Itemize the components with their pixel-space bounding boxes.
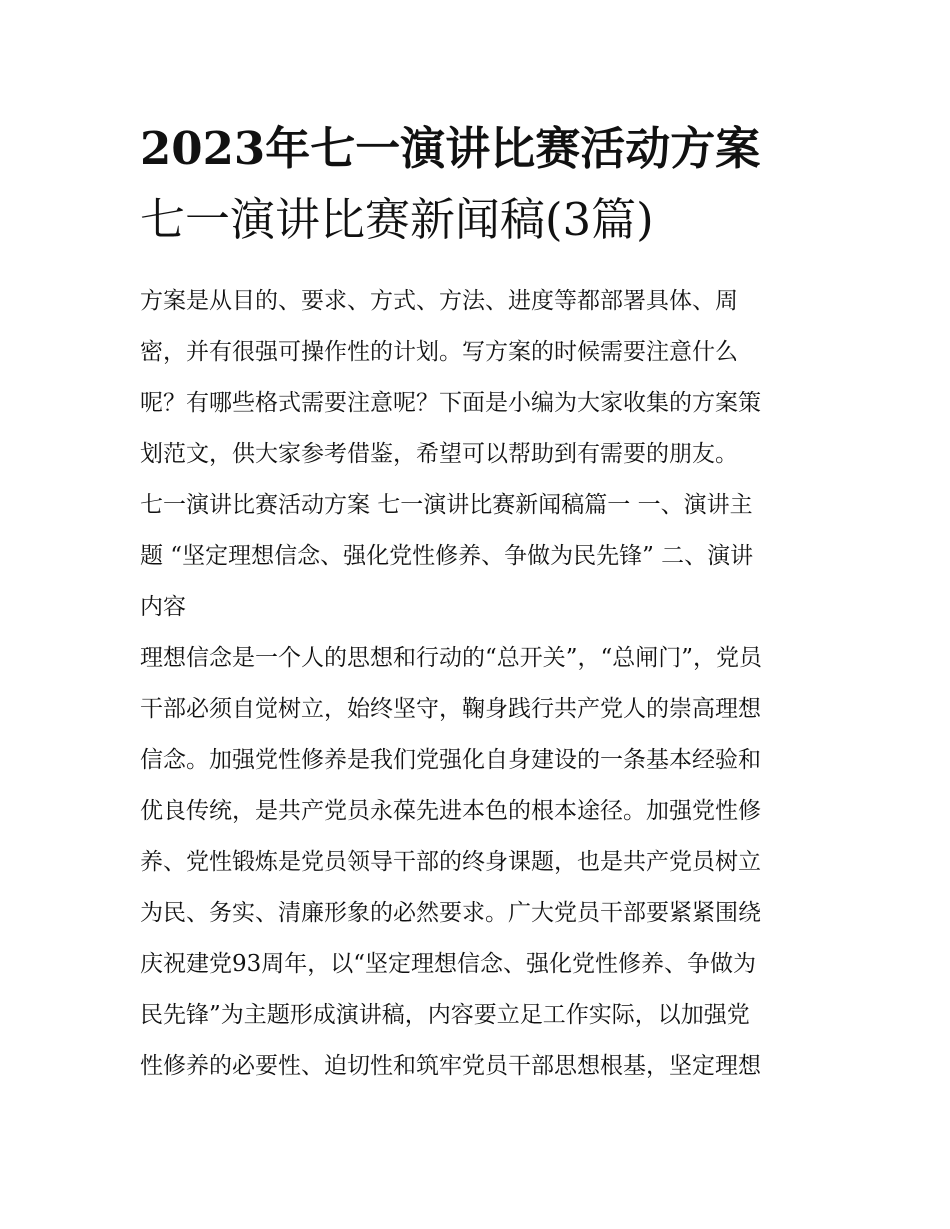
text-line: 题 “坚定理想信念、强化党性修养、争做为民先锋” 二、演讲 bbox=[140, 543, 754, 569]
text-line: 七一演讲比赛活动方案 七一演讲比赛新闻稿篇一 一、演讲主 bbox=[140, 492, 753, 518]
document-title-line-2: 七一演讲比赛新闻稿(3篇) bbox=[140, 193, 654, 246]
text-line: 庆祝建党93周年，以“坚定理想信念、强化党性修养、争做为 bbox=[140, 951, 757, 977]
text-line: 内容 bbox=[140, 594, 186, 620]
text-line: 优良传统，是共产党员永葆先进本色的根本途径。加强党性修 bbox=[140, 798, 761, 824]
text-line: 养、党性锻炼是党员领导干部的终身课题，也是共产党员树立 bbox=[140, 849, 761, 875]
paragraph-intro bbox=[140, 276, 820, 480]
text-line: 划范文，供大家参考借鉴，希望可以帮助到有需要的朋友。 bbox=[140, 441, 738, 467]
text-line: 理想信念是一个人的思想和行动的“总开关”，“总闸门”，党员 bbox=[140, 645, 763, 671]
text-line: 呢？有哪些格式需要注意呢？下面是小编为大家收集的方案策 bbox=[140, 390, 761, 416]
document-title-line-1: 2023年七一演讲比赛活动方案 bbox=[140, 122, 761, 175]
text-line: 性修养的必要性、迫切性和筑牢党员干部思想根基，坚定理想 bbox=[140, 1053, 761, 1079]
text-line: 信念。加强党性修养是我们党强化自身建设的一条基本经验和 bbox=[140, 747, 761, 773]
paragraph-theme bbox=[140, 480, 820, 633]
text-line: 民先锋”为主题形成演讲稿，内容要立足工作实际，以加强党 bbox=[140, 1002, 750, 1028]
text-line: 方案是从目的、要求、方式、方法、进度等都部署具体、周 bbox=[140, 288, 738, 314]
text-line: 干部必须自觉树立，始终坚守，鞠身践行共产党人的崇高理想 bbox=[140, 696, 761, 722]
text-line: 密，并有很强可操作性的计划。写方案的时候需要注意什么 bbox=[140, 339, 738, 365]
text-line: 为民、务实、清廉形象的必然要求。广大党员干部要紧紧围绕 bbox=[140, 900, 761, 926]
paragraph-content bbox=[140, 633, 820, 1092]
